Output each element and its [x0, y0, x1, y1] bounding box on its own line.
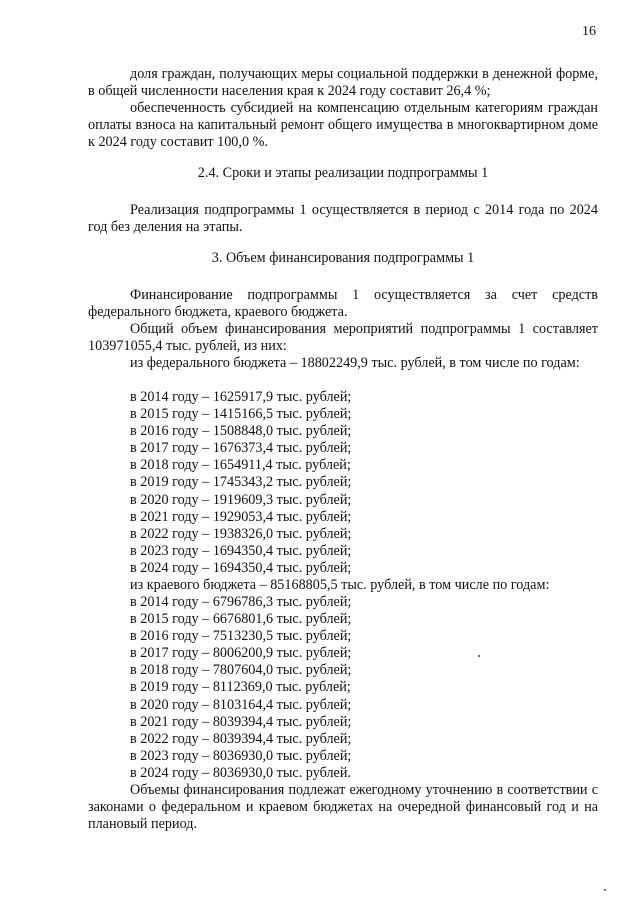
regional-years-list — [130, 594, 351, 782]
closing-paragraph: Объемы финансирования подлежат ежегодному уточнению в соответствии с законами о федеральном и краевом бюджетах на очередной финансовый год и на плановый период. — [88, 782, 598, 832]
list-item: в 2017 году – 8006200,9 тыс. рублей; — [130, 645, 352, 662]
list-item: в 2021 году – 1929053,4 тыс. рублей; — [130, 508, 352, 525]
list-item: в 2018 году – 7807604,0 тыс. рублей; — [130, 662, 352, 679]
list-item: в 2024 году – 1694350,4 тыс. рублей; — [130, 559, 352, 576]
list-item: в 2022 году – 1938326,0 тыс. рублей; — [130, 525, 352, 542]
list-item: в 2019 году – 1745343,2 тыс. рублей; — [130, 474, 352, 491]
total-financing-paragraph: Общий объем финансирования мероприятий подпрограммы 1 составляет 103971055,4 тыс. рублей, из них: — [88, 321, 598, 354]
list-item: в 2020 году – 8103164,4 тыс. рублей; — [130, 696, 352, 713]
list-item: в 2014 году – 1625917,9 тыс. рублей; — [130, 389, 352, 405]
scan-speck — [604, 889, 606, 891]
list-item: в 2020 году – 1919609,3 тыс. рублей; — [130, 491, 352, 508]
list-item: в 2021 году – 8039394,4 тыс. рублей; — [130, 713, 352, 730]
list-item: в 2019 году – 8112369,0 тыс. рублей; — [130, 679, 351, 696]
section-2-4-heading: 2.4. Сроки и этапы реализации подпрограммы 1 — [197, 165, 489, 181]
regional-budget-intro: из краевого бюджета – 85168805,5 тыс. рублей, в том числе по годам: — [130, 577, 550, 593]
intro-paragraph-2: обеспеченность субсидией на компенсацию отдельным категориям граждан оплаты взноса на капитальный ремонт общего имущества в многоквартирном доме к 2024 году составит 100,0 %. — [88, 100, 598, 150]
list-item: в 2016 году – 1508848,0 тыс. рублей; — [130, 423, 352, 440]
list-item: в 2014 году – 6796786,3 тыс. рублей; — [130, 594, 352, 610]
page-number: 16 — [582, 24, 596, 39]
list-item: в 2022 году – 8039394,4 тыс. рублей; — [130, 730, 352, 747]
federal-budget-intro: из федерального бюджета – 18802249,9 тыс. рублей, в том числе по годам: — [130, 355, 580, 371]
list-item: в 2016 году – 7513230,5 тыс. рублей; — [130, 628, 352, 645]
intro-paragraph-1: доля граждан, получающих меры социальной поддержки в денежной форме, в общей численности населения края к 2024 году составит 26,4 %; — [88, 66, 598, 99]
list-item: в 2015 году – 6676801,6 тыс. рублей; — [130, 611, 352, 628]
section-3-heading: 3. Объем финансирования подпрограммы 1 — [211, 250, 475, 266]
list-item: в 2018 году – 1654911,4 тыс. рублей; — [130, 457, 351, 474]
scan-speck — [478, 655, 480, 657]
financing-sources-paragraph: Финансирование подпрограммы 1 осуществляется за счет средств федерального бюджета, краевого бюджета. — [88, 287, 598, 320]
federal-years-list — [130, 389, 351, 577]
list-item: в 2017 году – 1676373,4 тыс. рублей; — [130, 440, 352, 457]
list-item: в 2015 году – 1415166,5 тыс. рублей; — [130, 406, 352, 423]
list-item: в 2023 году – 1694350,4 тыс. рублей; — [130, 542, 352, 559]
list-item: в 2024 году – 8036930,0 тыс. рублей. — [130, 764, 351, 781]
list-item: в 2023 году – 8036930,0 тыс. рублей; — [130, 747, 352, 764]
section-2-4-text: Реализация подпрограммы 1 осуществляется в период с 2014 года по 2024 год без деления на этапы. — [88, 202, 598, 235]
